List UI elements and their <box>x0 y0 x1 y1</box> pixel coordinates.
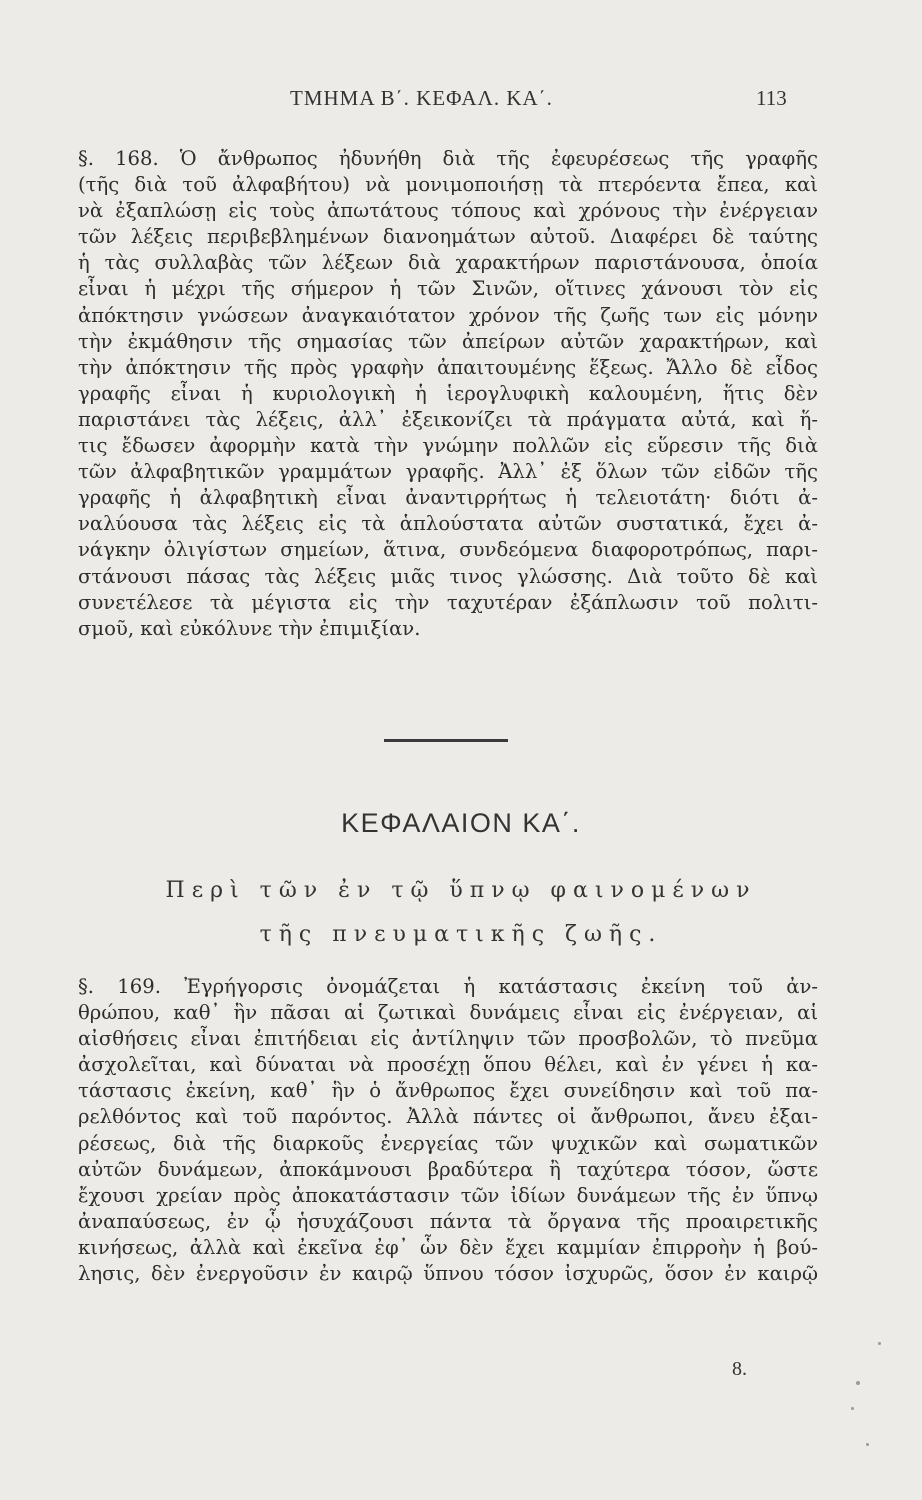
running-header <box>0 86 922 116</box>
section-168-line: τὴν ἀπόκτησιν τῆς πρὸς γραφὴν ἀπαιτουμένης ἕξεως. Ἄλλο δὲ εἶδος <box>78 355 818 379</box>
section-divider <box>384 739 508 742</box>
section-169-line: ρελθόντος καὶ τοῦ παρόντος. Ἀλλὰ πάντες οἱ ἄνθρωποι, ἄνευ ἐξαι- <box>78 1105 818 1129</box>
paper-speck <box>856 1381 860 1385</box>
section-168-line: εἶναι ἡ μέχρι τῆς σήμερον ἡ τῶν Σινῶν, οἵτινες χάνουσι τὸν εἰς <box>78 277 818 301</box>
section-168-line: τὴν ἐκμάθησιν τῆς σημασίας τῶν ἀπείρων αὐτῶν χαρακτήρων, καὶ <box>78 329 818 353</box>
section-169-line: ἔχουσι χρείαν πρὸς ἀποκατάστασιν τῶν ἰδίων δυνάμεων τῆς ἐν ὕπνῳ <box>78 1183 818 1207</box>
section-168-line: ναλύουσα τὰς λέξεις εἰς τὰ ἁπλούστατα αὐτῶν συστατικά, ἔχει ἀ- <box>78 512 818 536</box>
chapter-subtitle-line-1: Περὶ τῶν ἐν τῷ ὕπνῳ φαινομένων <box>165 878 757 903</box>
section-168-line: ἡ τὰς συλλαβὰς τῶν λέξεων διὰ χαρακτήρων παριστάνουσα, ὁποία <box>78 251 818 275</box>
section-169-line: λησις, δὲν ἐνεργοῦσιν ἐν καιρῷ ὕπνου τόσον ἰσχυρῶς, ὅσον ἐν καιρῷ <box>78 1262 818 1286</box>
section-168-line: τῶν ἀλφαβητικῶν γραμμάτων γραφῆς. Ἀλλ᾽ ἐξ ὅλων τῶν εἰδῶν τῆς <box>78 460 818 484</box>
section-168-line: παριστάνει τὰς λέξεις, ἀλλ᾽ ἐξεικονίζει τὰ πράγματα αὐτά, καὶ ἥ- <box>78 407 818 431</box>
page-number: 113 <box>756 86 787 110</box>
section-168-line: §. 168. Ὁ ἄνθρωπος ἠδυνήθη διὰ τῆς ἐφευρέσεως τῆς γραφῆς <box>78 147 818 170</box>
running-head-title: ΤΜΗΜΑ Β΄. ΚΕΦΑΛ. ΚΑ΄. <box>290 86 553 110</box>
section-168-line: ἀπόκτησιν γνώσεων ἀναγκαιότατον χρόνον τῆς ζωῆς των εἰς μόνην <box>78 303 818 327</box>
section-168-line: σμοῦ, καὶ εὐκόλυνε τὴν ἐπιμιξίαν. <box>78 616 421 640</box>
section-168-line: τις ἔδωσεν ἀφορμὴν κατὰ τὴν γνώμην πολλῶν εἰς εὕρεσιν τῆς διὰ <box>78 434 818 458</box>
section-169-line: κινήσεως, ἀλλὰ καὶ ἐκεῖνα ἐφ᾽ ὧν δὲν ἔχει καμμίαν ἐπιρροὴν ἡ βού- <box>78 1235 818 1259</box>
signature-mark: 8. <box>732 1358 747 1380</box>
section-168-line: συνετέλεσε τὰ μέγιστα εἰς τὴν ταχυτέραν ἐξάπλωσιν τοῦ πολιτι- <box>78 590 818 614</box>
section-169-line: αἰσθήσεις εἶναι ἐπιτήδειαι εἰς ἀντίληψιν τῶν προσβολῶν, τὸ πνεῦμα <box>78 1027 818 1051</box>
section-169-line: αὐτῶν δυνάμεων, ἀποκάμνουσι βραδύτερα ἢ ταχύτερα τόσον, ὥστε <box>78 1157 818 1181</box>
section-169-paragraph <box>78 974 818 1287</box>
section-168-line: γραφῆς ἡ ἀλφαβητικὴ εἶναι ἀναντιρρήτως ἡ τελειοτάτη· διότι ἀ- <box>78 486 818 510</box>
paper-speck <box>878 1342 881 1345</box>
section-168-line: γραφῆς εἶναι ἡ κυριολογικὴ ἡ ἱερογλυφικὴ καλουμένη, ἥτις δὲν <box>78 381 818 405</box>
section-169-line: τάστασις ἐκείνη, καθ᾽ ἣν ὁ ἄνθρωπος ἔχει συνείδησιν καὶ τοῦ πα- <box>78 1079 818 1103</box>
section-169-line: θρώπου, καθ᾽ ἣν πᾶσαι αἱ ζωτικαὶ δυνάμεις εἶναι εἰς ἐνέργειαν, αἱ <box>78 1001 818 1025</box>
section-168-line: στάνουσι πάσας τὰς λέξεις μιᾶς τινος γλώσσης. Διὰ τοῦτο δὲ καὶ <box>78 564 818 588</box>
paper-speck <box>851 1407 854 1410</box>
section-169-line: ρέσεως, διὰ τῆς διαρκοῦς ἐνεργείας τῶν ψυχικῶν καὶ σωματικῶν <box>78 1131 818 1155</box>
section-168-line: (τῆς διὰ τοῦ ἀλφαβήτου) νὰ μονιμοποιήσῃ τὰ πτερόεντα ἔπεα, καὶ <box>78 173 818 197</box>
chapter-heading: ΚΕΦΑΛΑΙΟΝ ΚΑ΄. <box>341 808 581 838</box>
section-168-paragraph <box>78 146 818 642</box>
section-168-line: νάγκην ὀλιγίστων σημείων, ἅτινα, συνδεόμενα διαφοροτρόπως, παρι- <box>78 538 818 562</box>
chapter-subtitle-line-2: τῆς πνευματικῆς ζωῆς. <box>259 922 663 947</box>
section-168-line: νὰ ἐξαπλώσῃ εἰς τοὺς ἀπωτάτους τόπους καὶ χρόνους τὴν ἐνέργειαν <box>78 199 818 223</box>
section-169-line: §. 169. Ἐγρήγορσις ὀνομάζεται ἡ κατάστασις ἐκείνη τοῦ ἀν- <box>78 975 818 998</box>
section-168-line: τῶν λέξεις περιβεβλημένων διανοημάτων αὐτοῦ. Διαφέρει δὲ ταύτης <box>78 225 818 249</box>
paper-speck <box>866 1443 869 1446</box>
section-169-line: ἀσχολεῖται, καὶ δύναται νὰ προσέχῃ ὅπου θέλει, καὶ ἐν γένει ἡ κα- <box>78 1053 818 1077</box>
section-169-line: ἀναπαύσεως, ἐν ᾧ ἡσυχάζουσι πάντα τὰ ὄργανα τῆς προαιρετικῆς <box>78 1209 818 1233</box>
